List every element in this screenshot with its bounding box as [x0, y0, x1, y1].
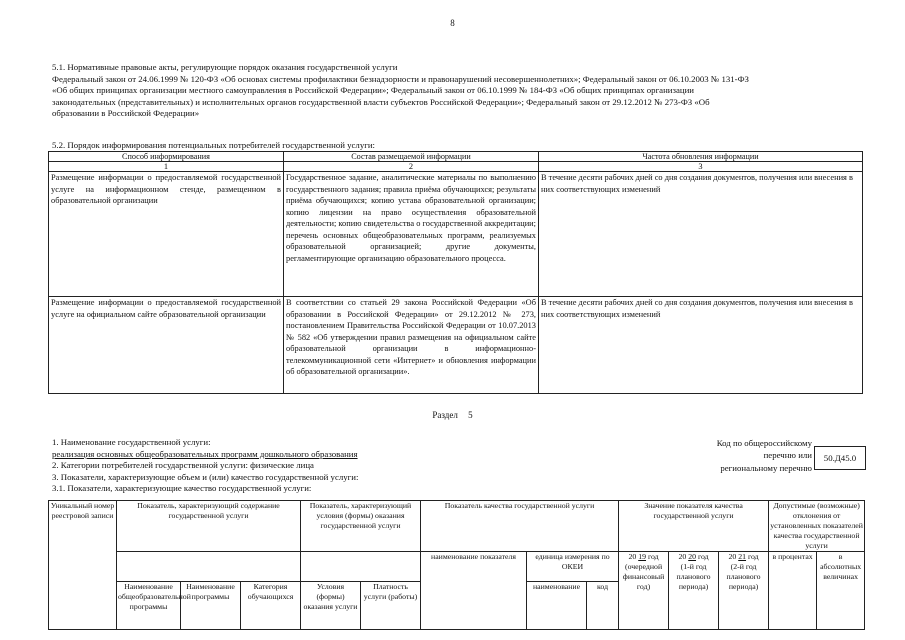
- page-number: 8: [450, 18, 455, 28]
- code-label: Код по общероссийскому перечню или региональному перечню: [716, 438, 812, 473]
- service-line-4: 3. Показатели, характеризующие объем и (или) качество государственной услуги:: [52, 471, 359, 482]
- h-program-name: Наименование общеобразовательной программы: [117, 582, 181, 630]
- h-conditions: Показатель, характеризующий условия (формы) оказания государственной услуги: [301, 501, 421, 552]
- section-5-1-line: «Об общих принципах организации местного самоуправления в Российской Федерации»; Федеральный закон от 06.10.1999 № 184-ФЗ «Об общих принципах организации: [52, 85, 694, 95]
- cell-method: Размещение информации о предоставляемой государственной услуге на информационном стенде, размещенном в образовательной организации: [49, 172, 284, 297]
- h-year-3: 20 21 год (2-й год планового периода): [719, 552, 769, 630]
- service-line-3: 2. Категории потребителей государственной услуги: физические лица: [52, 460, 314, 471]
- h-program: Наименование программы: [181, 582, 241, 630]
- section-5-1-line: Федеральный закон от 24.06.1999 № 120-ФЗ «Об основах системы профилактики безнадзорности и правонарушений несовершеннолетних»; Федеральный закон от 06.10.2003 № 131-ФЗ: [52, 73, 749, 84]
- h-percent: в процентах: [769, 552, 817, 630]
- section-5-1-line: законодательных (представительных) и исполнительных органов государственной власти субъектов Российской Федерации»; Федеральный закон от 29.12.2012 № 273-ФЗ «Об: [52, 96, 710, 107]
- h-category: Категория обучающихся: [241, 582, 301, 630]
- col-header: Частота обновления информации: [539, 152, 863, 162]
- h-value: Значение показателя качества государственной услуги: [619, 501, 769, 552]
- section-5-2-heading: 5.2. Порядок информирования потенциальных потребителей государственной услуги:: [52, 140, 375, 150]
- cell-content: Государственное задание, аналитические материалы по выполнению государственного задания; правила приёма обучающихся; результаты приёма обучающихся; копию устава образовательной организации; копию лицензии на право осуществления образовательной деятельности; копию свидетельства о государственной аккредитации; перечень основных общеобразовательных программ, реализуемых образовательной организацией; другие документы, регламентирующие организацию образовательного процесса.: [284, 172, 539, 297]
- service-line-1: 1. Наименование государственной услуги:: [52, 437, 211, 447]
- h-deviation: Допустимые (возможные) отклонения от установленных показателей качества государственной услуги: [770, 501, 863, 550]
- section-title: Раздел 5: [432, 410, 473, 420]
- h-unique-number: Уникальный номер реестровой записи: [49, 501, 117, 630]
- h-unit-name: наименование: [527, 582, 587, 630]
- h-content: Показатель, характеризующий содержание государственной услуги: [117, 501, 301, 552]
- col-header: Состав размещаемой информации: [284, 152, 539, 162]
- service-line-5: 3.1. Показатели, характеризующие качество государственной услуги:: [52, 483, 312, 494]
- table-row: [49, 297, 863, 394]
- informing-table: [48, 151, 863, 394]
- table-row: [49, 172, 863, 297]
- quality-indicators-table: [48, 500, 865, 630]
- col-number: 2: [284, 162, 539, 172]
- h-unit-code: код: [587, 582, 619, 630]
- h-absolute: в абсолютных величинах: [817, 552, 865, 630]
- section-5-1: [52, 62, 862, 120]
- h-year-1: 20 19 год (очередной финансовый год): [619, 552, 669, 630]
- cell-content: В соответствии со статьей 29 закона Российской Федерации «Об образовании в Российской Федерации» от 29.12.2012 № 273, постановлением Правительства Российской Федерации от 10.07.2013 № 582 «Об утверждении правил размещения на официальном сайте образовательной организации в информационно-телекоммуникационной сети «Интернет» и обновления информации об образовательной организации».: [284, 297, 539, 394]
- code-value-box: 50.Д45.0: [814, 446, 866, 470]
- h-payment: Платность услуги (работы): [361, 582, 421, 630]
- h-year-2: 20 20 год (1-й год планового периода): [669, 552, 719, 630]
- service-line-2: реализация основных общеобразовательных программ дошкольного образования: [52, 448, 358, 459]
- service-description: [52, 437, 612, 495]
- section-5-1-heading: 5.1. Нормативные правовые акты, регулирующие порядок оказания государственной услуги: [52, 62, 398, 72]
- h-unit: единица измерения по ОКЕИ: [527, 552, 619, 582]
- col-number: 3: [539, 162, 863, 172]
- cell-frequency: В течение десяти рабочих дней со дня создания документов, получения или внесения в них соответствующих изменений: [539, 297, 863, 394]
- cell-frequency: В течение десяти рабочих дней со дня создания документов, получения или внесения в них соответствующих изменений: [539, 172, 863, 297]
- h-indicator-name: наименование показателя: [421, 552, 527, 630]
- h-forms: Условия (формы) оказания услуги: [301, 582, 361, 630]
- h-quality: Показатель качества государственной услуги: [421, 501, 619, 552]
- col-header: Способ информирования: [49, 152, 284, 162]
- col-number: 1: [49, 162, 284, 172]
- cell-method: Размещение информации о предоставляемой государственной услуге на официальном сайте образовательной организации: [49, 297, 284, 394]
- section-5-1-line: образовании в Российской Федерации»: [52, 108, 200, 118]
